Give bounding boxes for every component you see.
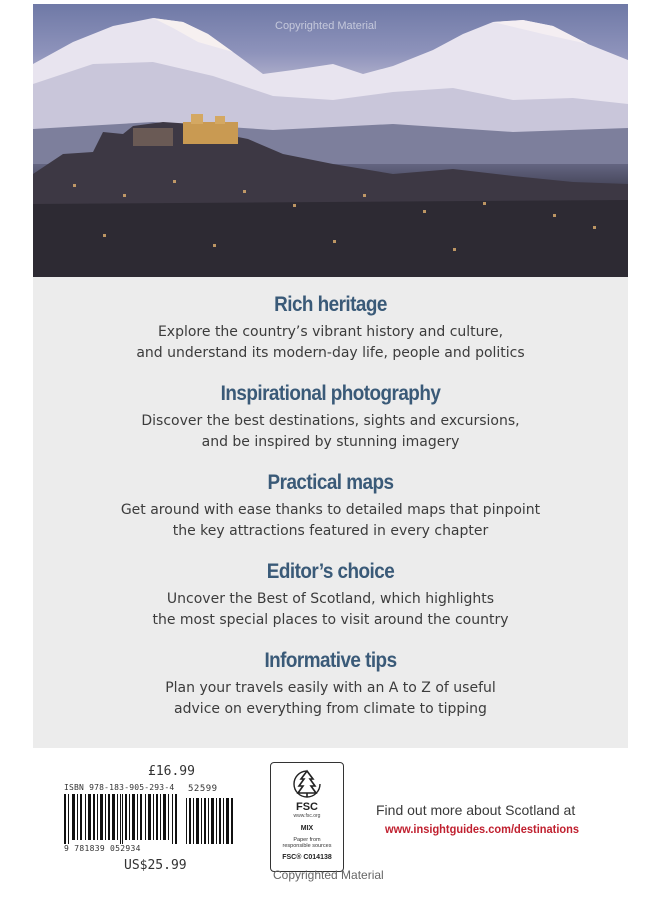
ean-digits: 9 781839 052934 (64, 844, 141, 853)
find-more-text: Find out more about Scotland at (376, 802, 576, 818)
landscape-illustration (33, 4, 628, 277)
fsc-paper-text: Paper from responsible sources (282, 837, 332, 849)
price-usd: US$25.99 (124, 858, 187, 873)
feature-item (33, 470, 628, 542)
feature-item (33, 559, 628, 631)
photo-watermark: Copyrighted Material (275, 20, 377, 32)
feature-item (33, 292, 628, 364)
price-gbp: £16.99 (148, 764, 195, 779)
fsc-url: www.fsc.org (293, 813, 321, 819)
cover-photo-stirling (33, 4, 628, 277)
feature-title: Informative tips (264, 649, 397, 672)
addon-digits: 52599 (188, 784, 218, 794)
feature-item (33, 648, 628, 720)
isbn-text: ISBN 978-183-905-293-4 (64, 783, 175, 792)
fsc-logo (270, 762, 344, 872)
copyright-notice: Copyrighted Material (273, 868, 384, 882)
website-link[interactable]: www.insightguides.com/destinations (385, 822, 580, 836)
feature-text: Explore the country’s vibrant history and culture, and understand its modern-day life, people and politics (136, 324, 525, 361)
fsc-code: FSC® C014138 (282, 854, 332, 861)
feature-title: Inspirational photography (220, 382, 441, 405)
fsc-name: FSC (296, 801, 318, 813)
feature-title: Rich heritage (274, 293, 387, 316)
feature-text: Get around with ease thanks to detailed maps that pinpoint the key attractions featured in every chapter (120, 502, 541, 539)
feature-list (33, 292, 628, 737)
addon-barcode-icon (186, 798, 234, 844)
feature-item (33, 381, 628, 453)
feature-text: Discover the best destinations, sights and excursions, and be inspired by stunning imagery (141, 413, 520, 450)
fsc-tree-icon (291, 769, 323, 799)
ean-barcode-icon (64, 794, 178, 844)
feature-text: Uncover the Best of Scotland, which highlights the most special places to visit around the country (152, 591, 509, 628)
back-cover (33, 4, 628, 748)
feature-title: Practical maps (267, 471, 394, 494)
fsc-mix-label: MIX (300, 825, 314, 832)
feature-title: Editor’s choice (266, 560, 395, 583)
feature-text: Plan your travels easily with an A to Z of useful advice on everything from climate to tipping (165, 680, 496, 717)
barcode-block (62, 762, 242, 878)
